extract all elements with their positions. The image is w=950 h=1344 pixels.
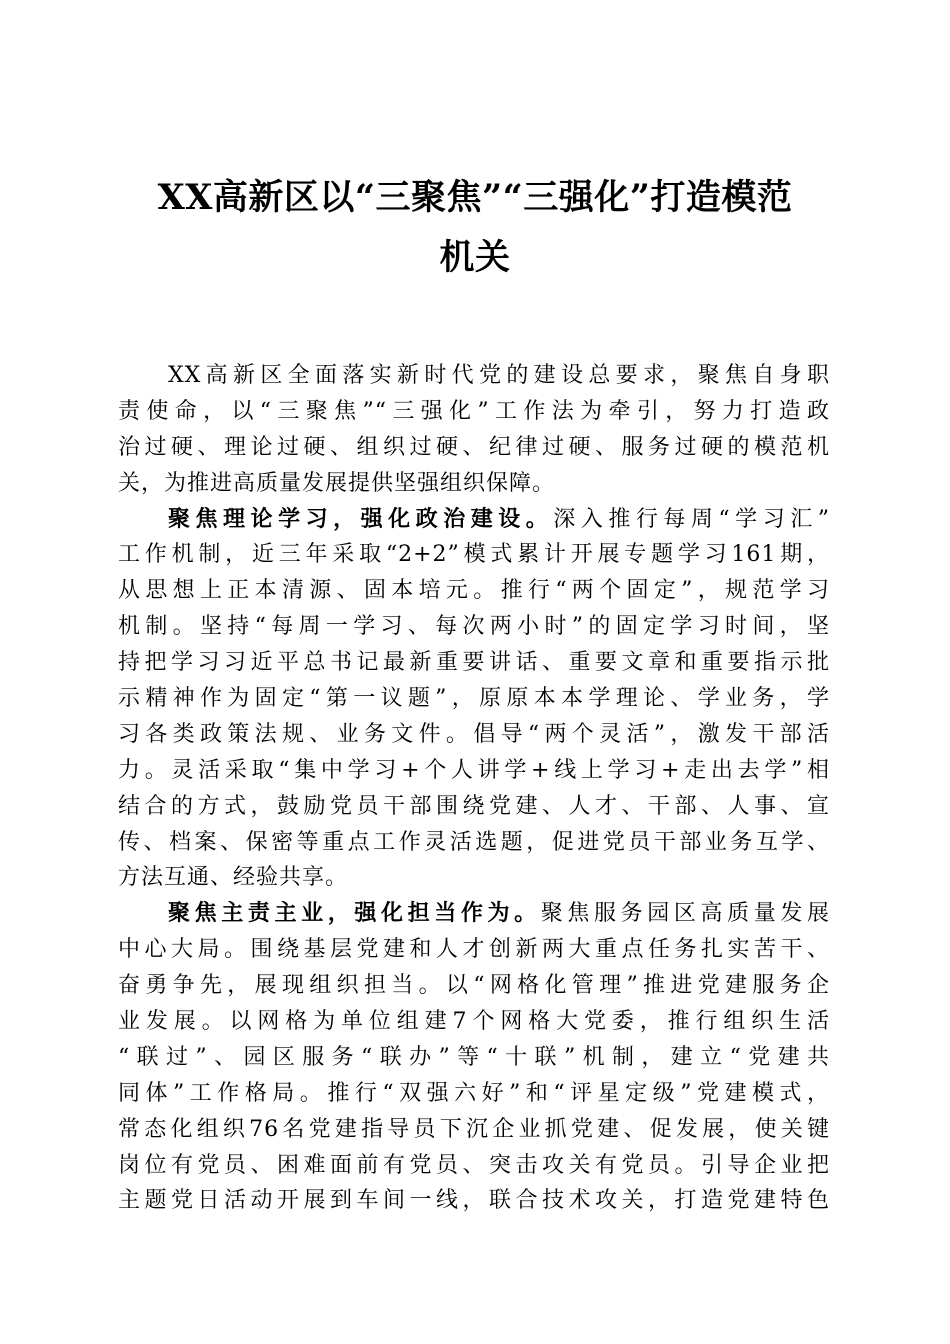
text-line: 常态化组织76名党建指导员下沉企业抓党建、促发展，使关键 <box>118 1116 830 1142</box>
text-line: 结合的方式，鼓励党员干部围绕党建、人才、干部、人事、宣 <box>118 793 830 819</box>
text-line: 传、档案、保密等重点工作灵活选题，促进党员干部业务互学、 <box>118 829 830 855</box>
text-line: 持把学习习近平总书记最新重要讲话、重要文章和重要指示批 <box>118 650 830 676</box>
text-line: 机制。坚持“每周一学习、每次两小时”的固定学习时间，坚 <box>118 614 830 640</box>
paragraph-lead: 聚焦主责主业，强化担当作为。 <box>168 900 541 927</box>
text-line: 力。灵活采取“集中学习+个人讲学+线上学习+走出去学”相 <box>118 757 830 783</box>
text-line: 习各类政策法规、业务文件。倡导“两个灵活”，激发干部活 <box>118 721 830 747</box>
text-line: 方法互通、经验共享。 <box>118 865 349 891</box>
text-line <box>118 502 830 538</box>
text-line: 工作机制，近三年采取“2+2”模式累计开展专题学习161期， <box>118 542 830 568</box>
text-line: 示精神作为固定“第一议题”，原原本本学理论、学业务，学 <box>118 686 830 712</box>
text-line: “联过”、园区服务“联办”等“十联”机制，建立“党建共 <box>118 1044 830 1070</box>
text-line: 关，为推进高质量发展提供坚强组织保障。 <box>118 470 556 496</box>
text-line: 业发展。以网格为单位组建7个网格大党委，推行组织生活 <box>118 1009 830 1035</box>
paragraph-main-responsibility <box>118 896 830 1219</box>
paragraph-lead-rest: 深入推行每周“学习汇” <box>553 506 830 532</box>
document-body <box>118 358 830 1219</box>
text-line: 同体”工作格局。推行“双强六好”和“评星定级”党建模式， <box>118 1080 830 1106</box>
text-line: 中心大局。围绕基层党建和人才创新两大重点任务扎实苦干、 <box>118 937 830 963</box>
text-line: 奋勇争先，展现组织担当。以“网格化管理”推进党建服务企 <box>118 973 830 999</box>
text-line: 责使命，以“三聚焦”“三强化”工作法为牵引，努力打造政 <box>118 398 830 424</box>
text-line: 主题党日活动开展到车间一线，联合技术攻关，打造党建特色 <box>118 1188 830 1214</box>
text-line: XX高新区全面落实新时代党的建设总要求，聚焦自身职 <box>168 363 830 388</box>
text-line: 岗位有党员、困难面前有党员、突击攻关有党员。引导企业把 <box>118 1152 830 1178</box>
paragraph-theory-study <box>118 502 830 897</box>
text-line: 治过硬、理论过硬、组织过硬、纪律过硬、服务过硬的模范机 <box>118 434 830 460</box>
paragraph-intro <box>118 358 830 502</box>
title-line-2: 机关 <box>439 237 511 278</box>
text-line <box>118 896 830 932</box>
paragraph-lead: 聚焦理论学习，强化政治建设。 <box>168 505 554 532</box>
paragraph-lead-rest: 聚焦服务园区高质量发展 <box>540 901 830 927</box>
title-line-1: XX高新区以“三聚焦”“三强化”打造模范 <box>157 177 793 218</box>
text-line: 从思想上正本清源、固本培元。推行“两个固定”，规范学习 <box>118 578 830 604</box>
document-title <box>100 168 850 288</box>
